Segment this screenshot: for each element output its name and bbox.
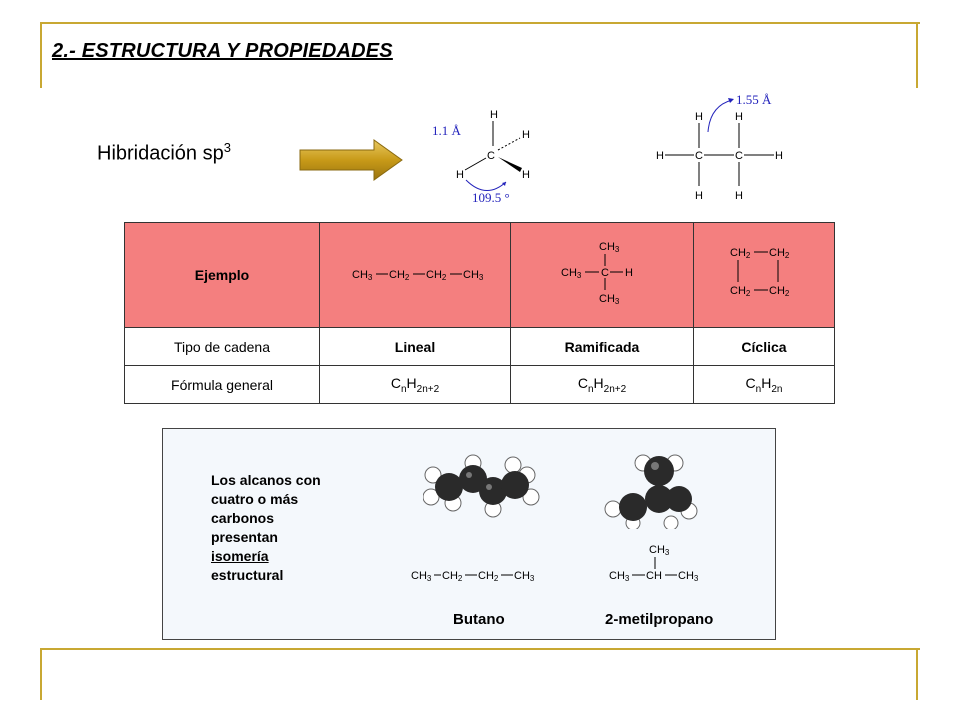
svg-text:CH3: CH3 [649, 544, 670, 557]
svg-text:CH3: CH3 [609, 570, 630, 583]
methane-structure [420, 104, 550, 208]
h-atom-right: H [522, 129, 530, 141]
svg-text:CH3: CH3 [352, 268, 373, 282]
ethane-structure [650, 88, 790, 208]
svg-text:CH2: CH2 [478, 570, 499, 583]
bottom-rule [40, 648, 920, 650]
table-row [125, 366, 835, 404]
top-rule [40, 22, 920, 24]
isomerism-text: Los alcanos con cuatro o más carbonos presentan isomería estructural [211, 472, 321, 583]
c-atom: C [695, 150, 703, 162]
svg-text:CH3: CH3 [599, 240, 620, 254]
svg-text:CH3: CH3 [514, 570, 535, 583]
isobutane-model-image [603, 449, 703, 529]
cyclic-example-cell [694, 223, 835, 328]
right-rule [916, 22, 918, 88]
h-atom-bottom: H [522, 169, 530, 181]
c-atom: C [487, 150, 495, 162]
chain-type-label: Tipo de cadena [125, 328, 320, 366]
h-atom: H [775, 150, 783, 162]
svg-text:CH: CH [646, 570, 662, 582]
svg-text:H: H [625, 266, 633, 279]
methane-angle: 109.5 ° [472, 190, 510, 205]
chain-type-branched: Ramificada [511, 328, 694, 366]
butane-label: Butano [453, 611, 505, 628]
h-atom: H [656, 150, 664, 162]
svg-text:CH2: CH2 [730, 246, 751, 260]
table-row [125, 328, 835, 366]
bottom-right-rule [916, 648, 918, 700]
svg-text:CH3: CH3 [561, 266, 582, 280]
branched-example-cell [511, 223, 694, 328]
example-header: Ejemplo [125, 223, 320, 328]
svg-text:CH3: CH3 [678, 570, 699, 583]
h-atom: H [735, 190, 743, 202]
isobutane-label: 2-metilpropano [605, 611, 714, 628]
formula-linear: $C_nH_{2n+2}$ [320, 366, 511, 404]
formula-branched: $C_nH_{2n+2}$ [511, 366, 694, 404]
isobutane-formula [609, 539, 719, 585]
svg-text:CH2: CH2 [769, 246, 790, 260]
svg-text:CH2: CH2 [426, 268, 447, 282]
table-row [125, 223, 835, 328]
svg-text:CH3: CH3 [411, 570, 432, 583]
bottom-left-rule [40, 648, 42, 700]
butane-formula [411, 565, 561, 585]
isomerism-panel [162, 428, 776, 640]
h-atom-top: H [490, 109, 498, 121]
svg-text:CH2: CH2 [730, 284, 751, 298]
svg-text:CH2: CH2 [389, 268, 410, 282]
ethane-bond-length: 1.55 Å [736, 92, 772, 107]
right-arrow-icon [298, 138, 406, 182]
h-atom: H [735, 111, 743, 123]
branched-chain-formula [547, 236, 657, 312]
svg-text:CH3: CH3 [599, 292, 620, 306]
linear-example-cell [320, 223, 511, 328]
chain-type-linear: Lineal [320, 328, 511, 366]
c-atom: C [735, 150, 743, 162]
h-atom-left: H [456, 169, 464, 181]
butane-model-image [423, 453, 543, 523]
linear-chain-formula [340, 264, 490, 284]
h-atom: H [695, 111, 703, 123]
chain-type-cyclic: Cíclica [694, 328, 835, 366]
page-title: 2.- ESTRUCTURA Y PROPIEDADES [52, 40, 393, 62]
hybridization-label: Hibridación $sp^3$ [97, 140, 231, 165]
left-rule [40, 22, 42, 88]
h-atom: H [695, 190, 703, 202]
svg-text:CH3: CH3 [463, 268, 484, 282]
cyclic-chain-formula [724, 242, 804, 306]
methane-bond-length: 1.1 Å [432, 123, 461, 138]
general-formula-label: Fórmula general [125, 366, 320, 404]
svg-text:C: C [601, 266, 609, 279]
chain-types-table [124, 222, 835, 404]
formula-cyclic: $C_nH_{2n}$ [694, 366, 835, 404]
svg-text:CH2: CH2 [769, 284, 790, 298]
svg-text:CH2: CH2 [442, 570, 463, 583]
